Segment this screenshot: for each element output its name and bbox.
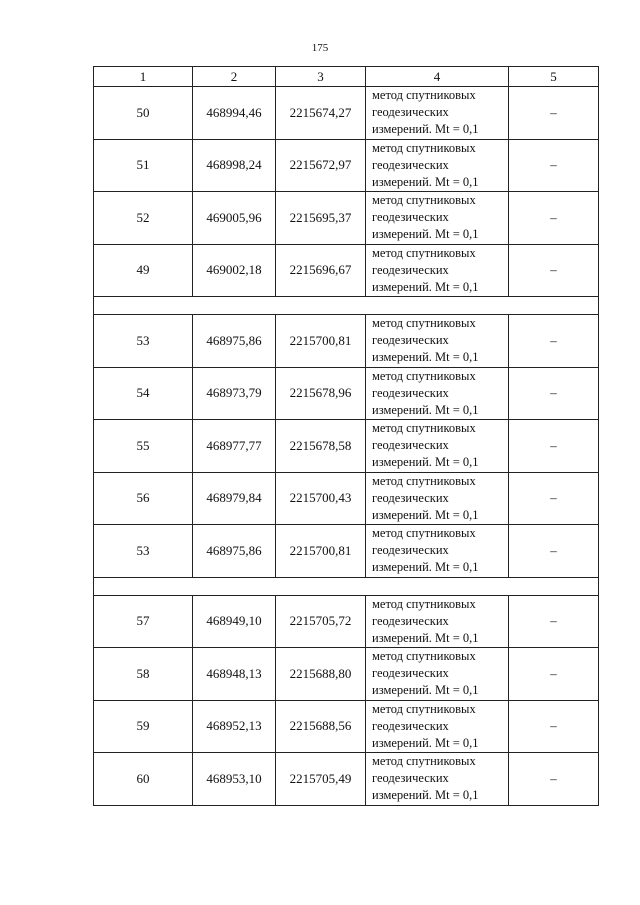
point-number-cell: 54 xyxy=(94,367,193,420)
method-text-line: геодезических xyxy=(372,262,449,277)
x-coordinate-cell: 468998,24 xyxy=(193,139,276,192)
x-coordinate-cell: 468973,79 xyxy=(193,367,276,420)
method-text-line: метод спутниковых xyxy=(372,316,476,331)
point-number-cell: 51 xyxy=(94,139,193,192)
method-text-line: метод спутниковых xyxy=(372,421,476,436)
method-cell xyxy=(366,192,509,245)
point-number-cell: 59 xyxy=(94,700,193,753)
table-row xyxy=(94,87,599,140)
x-coordinate-cell: 468952,13 xyxy=(193,700,276,753)
y-coordinate-cell: 2215700,81 xyxy=(276,525,366,578)
dash-cell: – xyxy=(509,472,599,525)
table-body xyxy=(94,87,599,806)
method-text-line: геодезических xyxy=(372,210,449,225)
method-text-line: геодезических xyxy=(372,718,449,733)
point-number-cell: 53 xyxy=(94,315,193,368)
x-coordinate-cell: 468975,86 xyxy=(193,525,276,578)
dash-cell: – xyxy=(509,595,599,648)
point-number-cell: 55 xyxy=(94,420,193,473)
method-text-line: метод спутниковых xyxy=(372,473,476,488)
y-coordinate-cell: 2215695,37 xyxy=(276,192,366,245)
method-text-line: измерений. Mt = 0,1 xyxy=(372,683,479,698)
method-text-line: метод спутниковых xyxy=(372,701,476,716)
table-row xyxy=(94,525,599,578)
method-cell xyxy=(366,367,509,420)
dash-cell: – xyxy=(509,244,599,297)
method-text-line: геодезических xyxy=(372,771,449,786)
method-text-line: геодезических xyxy=(372,613,449,628)
y-coordinate-cell: 2215688,56 xyxy=(276,700,366,753)
method-cell xyxy=(366,525,509,578)
y-coordinate-cell: 2215700,43 xyxy=(276,472,366,525)
method-text-line: измерений. Mt = 0,1 xyxy=(372,560,479,575)
method-text-line: измерений. Mt = 0,1 xyxy=(372,507,479,522)
method-cell xyxy=(366,244,509,297)
method-text-line: геодезических xyxy=(372,490,449,505)
y-coordinate-cell: 2215678,58 xyxy=(276,420,366,473)
method-text-line: геодезических xyxy=(372,438,449,453)
method-cell xyxy=(366,648,509,701)
method-text-line: метод спутниковых xyxy=(372,368,476,383)
y-coordinate-cell: 2215696,67 xyxy=(276,244,366,297)
y-coordinate-cell: 2215678,96 xyxy=(276,367,366,420)
method-text-line: метод спутниковых xyxy=(372,245,476,260)
separator-cell xyxy=(94,577,599,595)
method-text-line: измерений. Mt = 0,1 xyxy=(372,788,479,803)
method-text-line: метод спутниковых xyxy=(372,193,476,208)
table-row xyxy=(94,595,599,648)
method-text-line: геодезических xyxy=(372,543,449,558)
separator-row xyxy=(94,297,599,315)
separator-cell xyxy=(94,297,599,315)
method-text-line: метод спутниковых xyxy=(372,88,476,103)
dash-cell: – xyxy=(509,648,599,701)
y-coordinate-cell: 2215705,72 xyxy=(276,595,366,648)
column-header-1: 1 xyxy=(94,67,193,87)
method-cell xyxy=(366,139,509,192)
dash-cell: – xyxy=(509,315,599,368)
point-number-cell: 56 xyxy=(94,472,193,525)
table-row xyxy=(94,753,599,806)
y-coordinate-cell: 2215705,49 xyxy=(276,753,366,806)
method-text-line: геодезических xyxy=(372,666,449,681)
table-row xyxy=(94,367,599,420)
dash-cell: – xyxy=(509,420,599,473)
x-coordinate-cell: 468949,10 xyxy=(193,595,276,648)
method-text-line: геодезических xyxy=(372,385,449,400)
table-row xyxy=(94,315,599,368)
x-coordinate-cell: 468979,84 xyxy=(193,472,276,525)
column-header-4: 4 xyxy=(366,67,509,87)
method-text-line: измерений. Mt = 0,1 xyxy=(372,174,479,189)
dash-cell: – xyxy=(509,753,599,806)
method-text-line: геодезических xyxy=(372,333,449,348)
column-header-5: 5 xyxy=(509,67,599,87)
method-cell xyxy=(366,753,509,806)
method-text-line: метод спутниковых xyxy=(372,526,476,541)
page-number: 175 xyxy=(311,42,329,54)
method-cell xyxy=(366,472,509,525)
x-coordinate-cell: 468975,86 xyxy=(193,315,276,368)
point-number-cell: 53 xyxy=(94,525,193,578)
y-coordinate-cell: 2215700,81 xyxy=(276,315,366,368)
column-header-2: 2 xyxy=(193,67,276,87)
x-coordinate-cell: 469002,18 xyxy=(193,244,276,297)
table-row xyxy=(94,648,599,701)
x-coordinate-cell: 468948,13 xyxy=(193,648,276,701)
point-number-cell: 58 xyxy=(94,648,193,701)
point-number-cell: 57 xyxy=(94,595,193,648)
coordinates-table xyxy=(93,66,599,806)
method-text-line: измерений. Mt = 0,1 xyxy=(372,122,479,137)
method-text-line: измерений. Mt = 0,1 xyxy=(372,350,479,365)
method-cell xyxy=(366,315,509,368)
table-row xyxy=(94,700,599,753)
method-text-line: измерений. Mt = 0,1 xyxy=(372,279,479,294)
y-coordinate-cell: 2215674,27 xyxy=(276,87,366,140)
dash-cell: – xyxy=(509,525,599,578)
method-text-line: метод спутниковых xyxy=(372,649,476,664)
x-coordinate-cell: 468953,10 xyxy=(193,753,276,806)
method-text-line: измерений. Mt = 0,1 xyxy=(372,455,479,470)
point-number-cell: 52 xyxy=(94,192,193,245)
separator-row xyxy=(94,577,599,595)
column-header-3: 3 xyxy=(276,67,366,87)
method-text-line: измерений. Mt = 0,1 xyxy=(372,227,479,242)
method-cell xyxy=(366,700,509,753)
table-row xyxy=(94,192,599,245)
table-row xyxy=(94,244,599,297)
method-text-line: метод спутниковых xyxy=(372,140,476,155)
table-header-row xyxy=(94,67,599,87)
y-coordinate-cell: 2215688,80 xyxy=(276,648,366,701)
table-row xyxy=(94,139,599,192)
x-coordinate-cell: 468994,46 xyxy=(193,87,276,140)
method-cell xyxy=(366,595,509,648)
point-number-cell: 49 xyxy=(94,244,193,297)
dash-cell: – xyxy=(509,700,599,753)
dash-cell: – xyxy=(509,192,599,245)
method-text-line: метод спутниковых xyxy=(372,754,476,769)
method-text-line: метод спутниковых xyxy=(372,596,476,611)
method-cell xyxy=(366,420,509,473)
dash-cell: – xyxy=(509,367,599,420)
dash-cell: – xyxy=(509,87,599,140)
dash-cell: – xyxy=(509,139,599,192)
point-number-cell: 50 xyxy=(94,87,193,140)
x-coordinate-cell: 468977,77 xyxy=(193,420,276,473)
method-text-line: измерений. Mt = 0,1 xyxy=(372,735,479,750)
method-text-line: геодезических xyxy=(372,105,449,120)
method-text-line: геодезических xyxy=(372,157,449,172)
method-text-line: измерений. Mt = 0,1 xyxy=(372,402,479,417)
y-coordinate-cell: 2215672,97 xyxy=(276,139,366,192)
method-cell xyxy=(366,87,509,140)
x-coordinate-cell: 469005,96 xyxy=(193,192,276,245)
point-number-cell: 60 xyxy=(94,753,193,806)
table-row xyxy=(94,472,599,525)
method-text-line: измерений. Mt = 0,1 xyxy=(372,630,479,645)
table-row xyxy=(94,420,599,473)
